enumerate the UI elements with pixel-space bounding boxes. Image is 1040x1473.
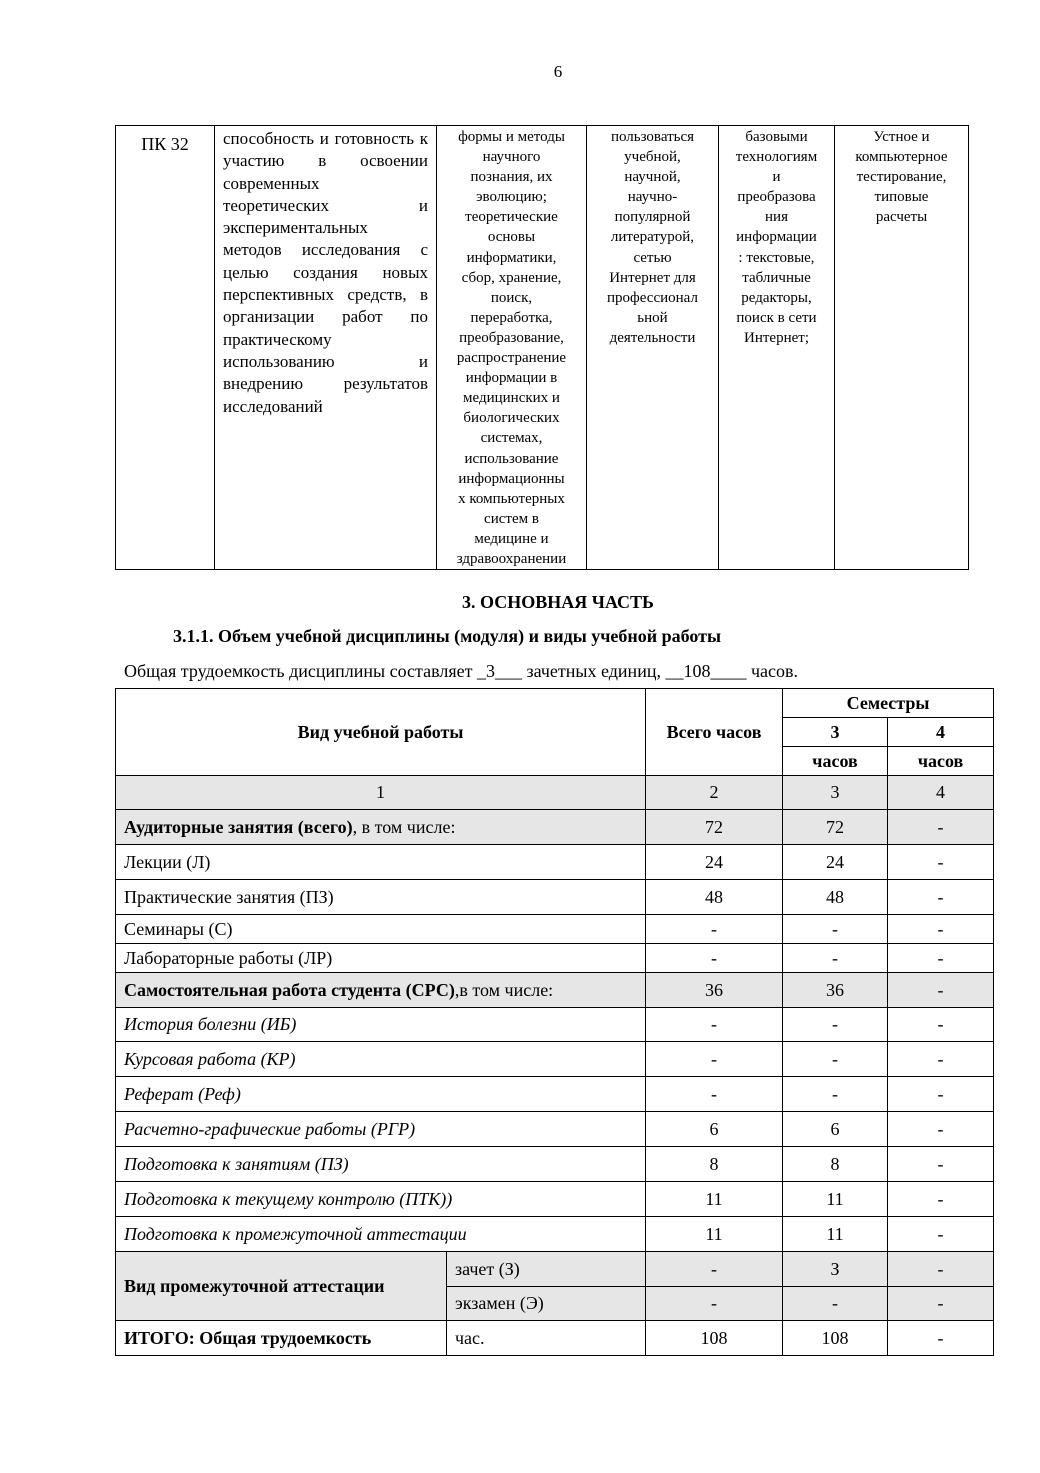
table-row <box>116 880 994 915</box>
competency-code: ПК 32 <box>116 126 215 570</box>
row-total: 11 <box>646 1182 783 1217</box>
know-line: научного <box>482 149 541 166</box>
able-line: сетью <box>633 249 672 266</box>
row-total: 36 <box>646 973 783 1008</box>
row-label <box>116 810 646 845</box>
assessment-line: Устное и <box>873 129 930 145</box>
know-line: переработка, <box>470 309 553 326</box>
final-total: 108 <box>646 1321 783 1356</box>
table-row <box>116 1077 994 1112</box>
row-label: Подготовка к текущему контролю (ПТК)) <box>116 1182 646 1217</box>
row-sem4: - <box>888 1008 994 1042</box>
row-sem3: 24 <box>783 845 888 880</box>
master-line: базовыми <box>745 129 808 145</box>
know-line: познания, их <box>470 169 553 186</box>
credit-sem3: З <box>783 1252 888 1287</box>
able-line: профессионал <box>607 289 698 306</box>
competency-assessment <box>835 126 969 570</box>
assessment-line: тестирование, <box>856 169 947 186</box>
row-label: Лабораторные работы (ЛР) <box>116 944 646 973</box>
assessment-line: компьютерное <box>855 149 948 166</box>
table-row <box>116 1008 994 1042</box>
competency-know <box>437 126 587 570</box>
able-line: научно- <box>627 189 678 206</box>
know-line: преобразование, <box>459 329 564 346</box>
row-sem3: 48 <box>783 880 888 915</box>
row-sem4: - <box>888 880 994 915</box>
row-sem4: - <box>888 1147 994 1182</box>
attestation-label: Вид промежуточной аттестации <box>116 1252 447 1321</box>
table-row <box>116 1147 994 1182</box>
master-line: поиск в сети <box>736 309 817 326</box>
credit-label: зачет (З) <box>447 1252 646 1287</box>
know-line: здравоохранении <box>456 550 567 567</box>
know-line: информационны <box>458 470 565 487</box>
header-semesters: Семестры <box>783 689 994 718</box>
col-number: 4 <box>888 776 994 810</box>
table-row <box>116 1042 994 1077</box>
row-label-rest: , в том числе: <box>352 816 456 837</box>
know-line: информации в <box>465 370 558 387</box>
able-line: пользоваться <box>610 129 695 145</box>
master-line: редакторы, <box>741 289 812 306</box>
row-label: Реферат (Реф) <box>116 1077 646 1112</box>
credit-total: - <box>646 1252 783 1287</box>
row-total: - <box>646 1008 783 1042</box>
master-line: информации <box>736 229 817 246</box>
know-line: теоретические <box>465 209 558 226</box>
able-line: Интернет для <box>609 269 696 286</box>
header-hours-4: часов <box>888 747 994 776</box>
row-total: 8 <box>646 1147 783 1182</box>
header-hours-3: часов <box>783 747 888 776</box>
row-sem3: - <box>783 1008 888 1042</box>
competency-table <box>115 125 969 570</box>
col-number: 1 <box>116 776 646 810</box>
col-number: 2 <box>646 776 783 810</box>
row-total: 24 <box>646 845 783 880</box>
exam-label: экзамен (Э) <box>447 1287 646 1321</box>
know-line: медицине и <box>474 530 549 547</box>
header-work-type: Вид учебной работы <box>116 689 646 776</box>
row-total: 48 <box>646 880 783 915</box>
row-sem4: - <box>888 1217 994 1252</box>
table-row <box>116 845 994 880</box>
know-line: систем в <box>484 510 539 527</box>
row-label-rest: ,в том числе: <box>454 979 554 1000</box>
competency-description: способность и готовность к участию в освоении современных теоретических и экспериментальных методов исследования с целью создания новых перспективных средств, в организации работ по практическому использованию и внедрению результатов исследований <box>215 126 437 570</box>
exam-sem4: - <box>888 1287 994 1321</box>
row-total: - <box>646 1077 783 1112</box>
row-sem3: 36 <box>783 973 888 1008</box>
row-sem3: - <box>783 1077 888 1112</box>
row-total: - <box>646 915 783 944</box>
master-line: ния <box>765 209 788 226</box>
table-row <box>116 944 994 973</box>
table-row <box>116 810 994 845</box>
row-label: История болезни (ИБ) <box>116 1008 646 1042</box>
row-label: Подготовка к занятиям (ПЗ) <box>116 1147 646 1182</box>
row-sem3: - <box>783 944 888 973</box>
master-line: и <box>772 169 781 186</box>
table-row <box>116 1182 994 1217</box>
row-sem4: - <box>888 810 994 845</box>
workload-table <box>115 688 994 1356</box>
able-line: ьной <box>637 309 668 326</box>
table-row <box>116 915 994 944</box>
row-sem4: - <box>888 1042 994 1077</box>
know-line: основы <box>487 229 536 246</box>
know-line: эволюцию; <box>476 189 547 206</box>
col-number: 3 <box>783 776 888 810</box>
know-line: информатики, <box>466 249 557 266</box>
know-line: формы и методы <box>458 129 565 145</box>
know-line: использование <box>464 450 559 467</box>
know-line: биологических <box>463 410 560 427</box>
master-line: : текстовые, <box>738 249 815 266</box>
final-unit: час. <box>447 1321 646 1356</box>
row-sem3: 8 <box>783 1147 888 1182</box>
table-row <box>116 1112 994 1147</box>
row-sem3: - <box>783 915 888 944</box>
competency-master <box>719 126 835 570</box>
section-title: 3. ОСНОВНАЯ ЧАСТЬ <box>462 592 654 612</box>
final-row <box>116 1321 994 1356</box>
row-label: Курсовая работа (КР) <box>116 1042 646 1077</box>
row-total: 6 <box>646 1112 783 1147</box>
subsection-title: 3.1.1. Объем учебной дисциплины (модуля) и виды учебной работы <box>173 626 722 646</box>
row-sem4: - <box>888 944 994 973</box>
row-total: 72 <box>646 810 783 845</box>
row-label <box>116 973 646 1008</box>
row-sem4: - <box>888 1182 994 1217</box>
exam-total: - <box>646 1287 783 1321</box>
know-line: поиск, <box>490 289 533 306</box>
row-label-bold: Аудиторные занятия (всего) <box>124 816 353 837</box>
table-row <box>116 973 994 1008</box>
header-semester-4: 4 <box>888 718 994 747</box>
row-label: Практические занятия (ПЗ) <box>116 880 646 915</box>
row-sem3: 72 <box>783 810 888 845</box>
row-sem4: - <box>888 845 994 880</box>
row-label: Расчетно-графические работы (РГР) <box>116 1112 646 1147</box>
row-total: - <box>646 944 783 973</box>
know-line: медицинских и <box>463 390 560 407</box>
know-line: х компьютерных <box>458 490 565 507</box>
exam-sem3: - <box>783 1287 888 1321</box>
assessment-line: расчеты <box>875 209 928 226</box>
row-sem4: - <box>888 1112 994 1147</box>
able-line: популярной <box>614 209 691 226</box>
row-label: Лекции (Л) <box>116 845 646 880</box>
competency-able <box>587 126 719 570</box>
know-line: распространение <box>456 350 567 367</box>
row-sem3: 11 <box>783 1182 888 1217</box>
row-total: 11 <box>646 1217 783 1252</box>
header-semester-3: 3 <box>783 718 888 747</box>
able-line: деятельности <box>609 329 696 346</box>
able-line: литературой, <box>610 229 695 246</box>
row-sem4: - <box>888 1077 994 1112</box>
able-line: научной, <box>624 169 681 186</box>
row-sem3: - <box>783 1042 888 1077</box>
row-label: Семинары (С) <box>116 915 646 944</box>
master-line: табличные <box>742 269 811 286</box>
row-sem3: 6 <box>783 1112 888 1147</box>
master-line: технологиям <box>735 149 818 166</box>
final-sem4: - <box>888 1321 994 1356</box>
row-total: - <box>646 1042 783 1077</box>
know-line: системах, <box>480 430 543 447</box>
know-line: сбор, хранение, <box>461 269 562 286</box>
master-line: Интернет; <box>744 329 809 346</box>
row-label: Подготовка к промежуточной аттестации <box>116 1217 646 1252</box>
attestation-credit-row <box>116 1252 994 1287</box>
final-sem3: 108 <box>783 1321 888 1356</box>
credit-sem4: - <box>888 1252 994 1287</box>
row-sem4: - <box>888 915 994 944</box>
page-number: 6 <box>553 62 563 81</box>
master-line: преобразова <box>737 189 816 206</box>
header-total-hours: Всего часов <box>646 689 783 776</box>
assessment-line: типовые <box>874 189 929 206</box>
total-workload-line: Общая трудоемкость дисциплины составляет _3___ зачетных единиц, __108____ часов. <box>124 661 798 681</box>
row-sem3: 11 <box>783 1217 888 1252</box>
numbering-row <box>116 776 994 810</box>
row-sem4: - <box>888 973 994 1008</box>
row-label-bold: Самостоятельная работа студента (СРС) <box>124 979 455 1000</box>
table-row <box>116 1217 994 1252</box>
able-line: учебной, <box>624 149 681 166</box>
final-label: ИТОГО: Общая трудоемкость <box>116 1321 447 1356</box>
